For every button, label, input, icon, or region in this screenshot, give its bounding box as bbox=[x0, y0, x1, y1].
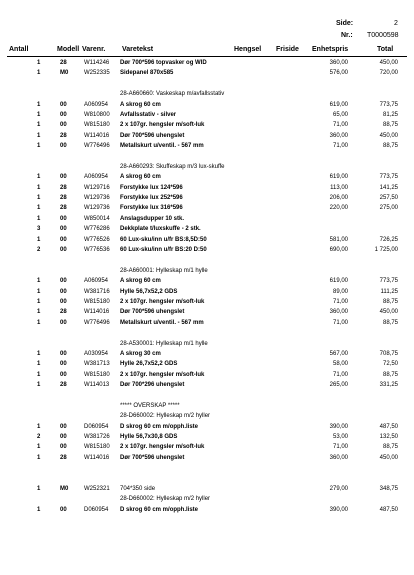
section-heading bbox=[0, 411, 414, 421]
unit-price-cell: 71,00 bbox=[332, 444, 348, 451]
total-cell: 450,00 bbox=[379, 132, 398, 139]
model-cell: 28 bbox=[60, 382, 67, 389]
varenr-cell: A060954 bbox=[84, 174, 109, 181]
varenr-cell: W850014 bbox=[84, 215, 110, 222]
description-cell: Sidepanel 870x585 bbox=[120, 70, 174, 77]
model-cell: 00 bbox=[60, 350, 67, 357]
side-value: 2 bbox=[394, 20, 398, 27]
description-cell: A skrog 30 cm bbox=[120, 350, 161, 357]
line-items bbox=[0, 58, 414, 515]
description-cell: ***** OVERSKAP ***** bbox=[120, 402, 180, 409]
section-heading bbox=[0, 89, 414, 99]
total-cell: 81,25 bbox=[382, 111, 398, 118]
model-cell: 28 bbox=[60, 205, 67, 212]
table-row bbox=[0, 442, 414, 452]
qty-cell: 1 bbox=[37, 215, 41, 222]
table-row bbox=[0, 484, 414, 494]
total-cell: 111,25 bbox=[380, 288, 398, 295]
header-friside: Friside bbox=[276, 46, 299, 53]
varenr-cell: W114246 bbox=[84, 60, 110, 66]
description-cell: Dør 700*596 uhengslet bbox=[120, 454, 185, 461]
qty-cell: 1 bbox=[37, 70, 41, 77]
unit-price-cell: 220,00 bbox=[329, 205, 348, 212]
side-label bbox=[336, 20, 398, 27]
table-row bbox=[0, 422, 414, 432]
varenr-cell: W129736 bbox=[84, 195, 110, 202]
varenr-cell: W815180 bbox=[84, 444, 110, 451]
description-cell: 2 x 107gr. hengsler m/soft-luk bbox=[120, 371, 205, 378]
unit-price-cell: 89,00 bbox=[332, 288, 348, 295]
qty-cell: 1 bbox=[37, 454, 41, 461]
total-cell: 275,00 bbox=[379, 205, 398, 212]
unit-price-cell: 206,00 bbox=[329, 195, 348, 202]
qty-cell: 1 bbox=[37, 195, 41, 202]
varenr-cell: W776496 bbox=[84, 319, 110, 326]
qty-cell: 1 bbox=[37, 278, 41, 285]
table-row bbox=[0, 214, 414, 224]
table-row bbox=[0, 307, 414, 317]
table-row bbox=[0, 453, 414, 463]
description-cell: A skrog 60 cm bbox=[120, 174, 161, 181]
section-heading bbox=[0, 494, 414, 504]
description-cell: 60 Lux-sku/inn u/fr BS:8,5D:50 bbox=[120, 236, 207, 243]
total-cell: 132,50 bbox=[379, 434, 398, 441]
description-cell: Dør 700*596 uhengslet bbox=[120, 309, 185, 316]
qty-cell: 1 bbox=[37, 361, 41, 368]
description-cell: Hylle 56,7x52,2 GDS bbox=[120, 288, 178, 295]
description-cell: 28-A530001: Hylleskap m/1 hylle bbox=[120, 340, 208, 347]
model-cell: 00 bbox=[60, 111, 67, 118]
total-cell: 88,75 bbox=[382, 122, 398, 129]
description-cell: Anslagsdupper 10 stk. bbox=[120, 215, 185, 222]
unit-price-cell: 690,00 bbox=[329, 247, 348, 254]
total-cell: 450,00 bbox=[379, 60, 398, 66]
table-row bbox=[0, 131, 414, 141]
varenr-cell: W776526 bbox=[84, 236, 110, 243]
model-cell: 00 bbox=[60, 247, 67, 254]
unit-price-cell: 71,00 bbox=[332, 143, 348, 150]
header-antall: Antall bbox=[9, 46, 29, 53]
description-cell: A skrog 60 cm bbox=[120, 278, 161, 285]
varenr-cell: W129736 bbox=[84, 205, 110, 212]
model-cell: 00 bbox=[60, 122, 67, 129]
total-cell: 88,75 bbox=[382, 444, 398, 451]
description-cell: 2 x 107gr. hengsler m/soft-luk bbox=[120, 444, 205, 451]
section-heading bbox=[0, 162, 414, 172]
model-cell: 00 bbox=[60, 298, 67, 305]
table-row bbox=[0, 349, 414, 359]
model-cell: 00 bbox=[60, 444, 67, 451]
header-total: Total bbox=[377, 46, 394, 53]
total-cell: 88,75 bbox=[382, 298, 398, 305]
total-cell: 88,75 bbox=[382, 371, 398, 378]
unit-price-cell: 71,00 bbox=[332, 122, 348, 129]
model-cell: M0 bbox=[60, 486, 69, 493]
qty-cell: 1 bbox=[37, 60, 41, 66]
qty-cell: 1 bbox=[37, 174, 41, 181]
unit-price-cell: 619,00 bbox=[329, 278, 348, 285]
section-heading bbox=[0, 266, 414, 276]
description-cell: Hylle 26,7x52,2 GDS bbox=[120, 361, 178, 368]
total-cell: 708,75 bbox=[379, 350, 398, 357]
unit-price-cell: 581,00 bbox=[329, 236, 348, 243]
unit-price-cell: 65,00 bbox=[332, 111, 348, 118]
model-cell: 00 bbox=[60, 506, 67, 513]
qty-cell: 1 bbox=[37, 101, 41, 108]
table-row bbox=[0, 141, 414, 151]
table-row bbox=[0, 318, 414, 328]
qty-cell: 1 bbox=[37, 444, 41, 451]
model-cell: 28 bbox=[60, 309, 67, 316]
total-cell: 1 725,00 bbox=[374, 247, 398, 254]
model-cell: 00 bbox=[60, 371, 67, 378]
description-cell: Dør 700*596 uhengslet bbox=[120, 132, 185, 139]
total-cell: 773,75 bbox=[379, 174, 398, 181]
total-cell: 487,50 bbox=[379, 423, 398, 430]
qty-cell: 1 bbox=[37, 122, 41, 129]
table-row bbox=[0, 193, 414, 203]
description-cell: D skrog 60 cm m/opph.liste bbox=[120, 506, 199, 513]
total-cell: 487,50 bbox=[379, 506, 398, 513]
model-cell: 00 bbox=[60, 319, 67, 326]
model-cell: 00 bbox=[60, 423, 67, 430]
varenr-cell: W381713 bbox=[84, 361, 110, 368]
qty-cell: 1 bbox=[37, 382, 41, 389]
description-cell: 28-A660660: Vaskeskap m/avfallsstativ bbox=[120, 91, 225, 98]
varenr-cell: W815180 bbox=[84, 122, 110, 129]
column-header bbox=[0, 46, 414, 56]
blank-row bbox=[0, 391, 414, 401]
table-row bbox=[0, 297, 414, 307]
model-cell: 28 bbox=[60, 132, 67, 139]
description-cell: Forstykke lux 316*596 bbox=[120, 205, 183, 212]
total-cell: 88,75 bbox=[382, 319, 398, 326]
model-cell: 00 bbox=[60, 434, 67, 441]
unit-price-cell: 360,00 bbox=[329, 454, 348, 461]
varenr-cell: D060954 bbox=[84, 423, 109, 430]
table-row bbox=[0, 110, 414, 120]
unit-price-cell: 619,00 bbox=[329, 101, 348, 108]
total-cell: 331,25 bbox=[379, 382, 398, 389]
unit-price-cell: 360,00 bbox=[329, 60, 348, 66]
unit-price-cell: 71,00 bbox=[332, 319, 348, 326]
table-row bbox=[0, 100, 414, 110]
varenr-cell: W776496 bbox=[84, 143, 110, 150]
varenr-cell: W252321 bbox=[84, 486, 110, 493]
description-cell: 28-A660293: Skuffeskap m/3 lux-skuffe bbox=[120, 163, 225, 170]
total-cell: 450,00 bbox=[379, 309, 398, 316]
varenr-cell: W114016 bbox=[84, 132, 110, 139]
model-cell: 00 bbox=[60, 288, 67, 295]
model-cell: 28 bbox=[60, 454, 67, 461]
table-row bbox=[0, 432, 414, 442]
unit-price-cell: 113,00 bbox=[330, 184, 348, 191]
qty-cell: 1 bbox=[37, 309, 41, 316]
varenr-cell: W381726 bbox=[84, 434, 110, 441]
side-label-text: Side: bbox=[336, 20, 354, 27]
qty-cell: 1 bbox=[37, 288, 41, 295]
varenr-cell: W810800 bbox=[84, 111, 110, 118]
unit-price-cell: 58,00 bbox=[332, 361, 348, 368]
qty-cell: 1 bbox=[37, 423, 41, 430]
total-cell: 720,00 bbox=[379, 70, 398, 77]
model-cell: 00 bbox=[60, 215, 67, 222]
description-cell: Metallskurt u/ventil. - 567 mm bbox=[120, 143, 204, 150]
varenr-cell: D060954 bbox=[84, 506, 109, 513]
total-cell: 726,25 bbox=[379, 236, 398, 243]
table-row bbox=[0, 245, 414, 255]
qty-cell: 1 bbox=[37, 205, 41, 212]
model-cell: 00 bbox=[60, 226, 67, 233]
unit-price-cell: 53,00 bbox=[332, 434, 348, 441]
header-divider bbox=[7, 56, 407, 57]
description-cell: Forstykke lux 124*596 bbox=[120, 184, 183, 191]
table-row bbox=[0, 203, 414, 213]
qty-cell: 1 bbox=[37, 298, 41, 305]
header-modell: Modell bbox=[57, 46, 80, 53]
description-cell: 2 x 107gr. hengsler m/soft-luk bbox=[120, 122, 205, 129]
qty-cell: 1 bbox=[37, 132, 41, 139]
table-row bbox=[0, 68, 414, 78]
table-row bbox=[0, 287, 414, 297]
table-row bbox=[0, 370, 414, 380]
qty-cell: 1 bbox=[37, 111, 41, 118]
qty-cell: 1 bbox=[37, 143, 41, 150]
section-heading bbox=[0, 339, 414, 349]
varenr-cell: A060954 bbox=[84, 278, 109, 285]
unit-price-cell: 619,00 bbox=[329, 174, 348, 181]
qty-cell: 1 bbox=[37, 371, 41, 378]
blank-row bbox=[0, 328, 414, 338]
total-cell: 348,75 bbox=[379, 486, 398, 493]
unit-price-cell: 390,00 bbox=[329, 423, 348, 430]
varenr-cell: W129716 bbox=[84, 184, 110, 191]
varenr-cell: A060954 bbox=[84, 101, 109, 108]
description-cell: Hylle 56,7x30,8 GDS bbox=[120, 434, 178, 441]
table-row bbox=[0, 505, 414, 515]
blank-row bbox=[0, 255, 414, 265]
table-row bbox=[0, 183, 414, 193]
blank-row bbox=[0, 152, 414, 162]
description-cell: 28-D660002: Hylleskap m/2 hyller bbox=[120, 413, 211, 420]
qty-cell: 1 bbox=[37, 506, 41, 513]
total-cell: 141,25 bbox=[379, 184, 398, 191]
table-row bbox=[0, 235, 414, 245]
unit-price-cell: 265,00 bbox=[329, 382, 348, 389]
table-row bbox=[0, 224, 414, 234]
table-row bbox=[0, 359, 414, 369]
varenr-cell: W815180 bbox=[84, 371, 110, 378]
varenr-cell: W776286 bbox=[84, 226, 110, 233]
varenr-cell: W114016 bbox=[84, 309, 110, 316]
unit-price-cell: 71,00 bbox=[332, 298, 348, 305]
unit-price-cell: 360,00 bbox=[329, 132, 348, 139]
qty-cell: 2 bbox=[37, 247, 41, 254]
total-cell: 88,75 bbox=[382, 143, 398, 150]
qty-cell: 1 bbox=[37, 236, 41, 243]
table-row bbox=[0, 172, 414, 182]
description-cell: D skrog 60 cm m/opph.liste bbox=[120, 423, 199, 430]
model-cell: M0 bbox=[60, 70, 69, 77]
description-cell: 28-D660002: Hylleskap m/2 hyller bbox=[120, 496, 211, 503]
description-cell: Dekkplate t/luxskuffe - 2 stk. bbox=[120, 226, 201, 233]
description-cell: 704*350 side bbox=[120, 486, 156, 493]
model-cell: 00 bbox=[60, 361, 67, 368]
nr-label-text: Nr.: bbox=[341, 32, 353, 39]
description-cell: 60 Lux-sku/inn u/fr BS:20 D:50 bbox=[120, 247, 207, 254]
description-cell: A skrog 60 cm bbox=[120, 101, 161, 108]
unit-price-cell: 390,00 bbox=[329, 506, 348, 513]
model-cell: 00 bbox=[60, 278, 67, 285]
qty-cell: 2 bbox=[37, 434, 41, 441]
table-row bbox=[0, 276, 414, 286]
model-cell: 00 bbox=[60, 101, 67, 108]
qty-cell: 1 bbox=[37, 486, 41, 493]
description-cell: Forstykke lux 252*596 bbox=[120, 195, 183, 202]
model-cell: 00 bbox=[60, 236, 67, 243]
total-cell: 773,75 bbox=[379, 278, 398, 285]
description-cell: Metallskurt u/ventil. - 567 mm bbox=[120, 319, 204, 326]
unit-price-cell: 71,00 bbox=[332, 371, 348, 378]
table-row bbox=[0, 380, 414, 390]
unit-price-cell: 576,00 bbox=[329, 70, 348, 77]
header-varetekst: Varetekst bbox=[122, 46, 154, 53]
varenr-cell: A030954 bbox=[84, 350, 109, 357]
description-cell: Avfallsstativ - silver bbox=[120, 111, 177, 118]
qty-cell: 1 bbox=[37, 319, 41, 326]
blank-row bbox=[0, 79, 414, 89]
description-cell: Dør 700*596 topvasker og WID bbox=[120, 60, 207, 66]
qty-cell: 1 bbox=[37, 184, 41, 191]
table-row bbox=[0, 120, 414, 130]
varenr-cell: W114016 bbox=[84, 454, 110, 461]
total-cell: 257,50 bbox=[379, 195, 398, 202]
varenr-cell: W776536 bbox=[84, 247, 110, 254]
varenr-cell: W815180 bbox=[84, 298, 110, 305]
unit-price-cell: 567,00 bbox=[329, 350, 348, 357]
nr-value: T0000598 bbox=[367, 32, 399, 39]
blank-row bbox=[0, 463, 414, 473]
nr-label bbox=[341, 32, 399, 39]
qty-cell: 3 bbox=[37, 226, 41, 233]
description-cell: 2 x 107gr. hengsler m/soft-luk bbox=[120, 298, 205, 305]
varenr-cell: W252335 bbox=[84, 70, 110, 77]
model-cell: 28 bbox=[60, 60, 67, 66]
unit-price-cell: 279,00 bbox=[329, 486, 348, 493]
table-row bbox=[0, 58, 414, 68]
header-varenr: Varenr. bbox=[82, 46, 106, 53]
description-cell: 28-A660001: Hylleskap m/1 hylle bbox=[120, 267, 208, 274]
qty-cell: 1 bbox=[37, 350, 41, 357]
header-enhetspris: Enhetspris bbox=[312, 46, 349, 53]
total-cell: 72,50 bbox=[382, 361, 398, 368]
model-cell: 00 bbox=[60, 143, 67, 150]
varenr-cell: W381716 bbox=[84, 288, 110, 295]
header-hengsel: Hengsel bbox=[234, 46, 262, 53]
section-heading bbox=[0, 401, 414, 411]
description-cell: Dør 700*296 uhengslet bbox=[120, 382, 185, 389]
total-cell: 773,75 bbox=[379, 101, 398, 108]
model-cell: 00 bbox=[60, 174, 67, 181]
unit-price-cell: 360,00 bbox=[329, 309, 348, 316]
blank-row bbox=[0, 474, 414, 484]
total-cell: 450,00 bbox=[379, 454, 398, 461]
model-cell: 28 bbox=[60, 195, 67, 202]
varenr-cell: W114013 bbox=[84, 382, 110, 389]
model-cell: 28 bbox=[60, 184, 67, 191]
